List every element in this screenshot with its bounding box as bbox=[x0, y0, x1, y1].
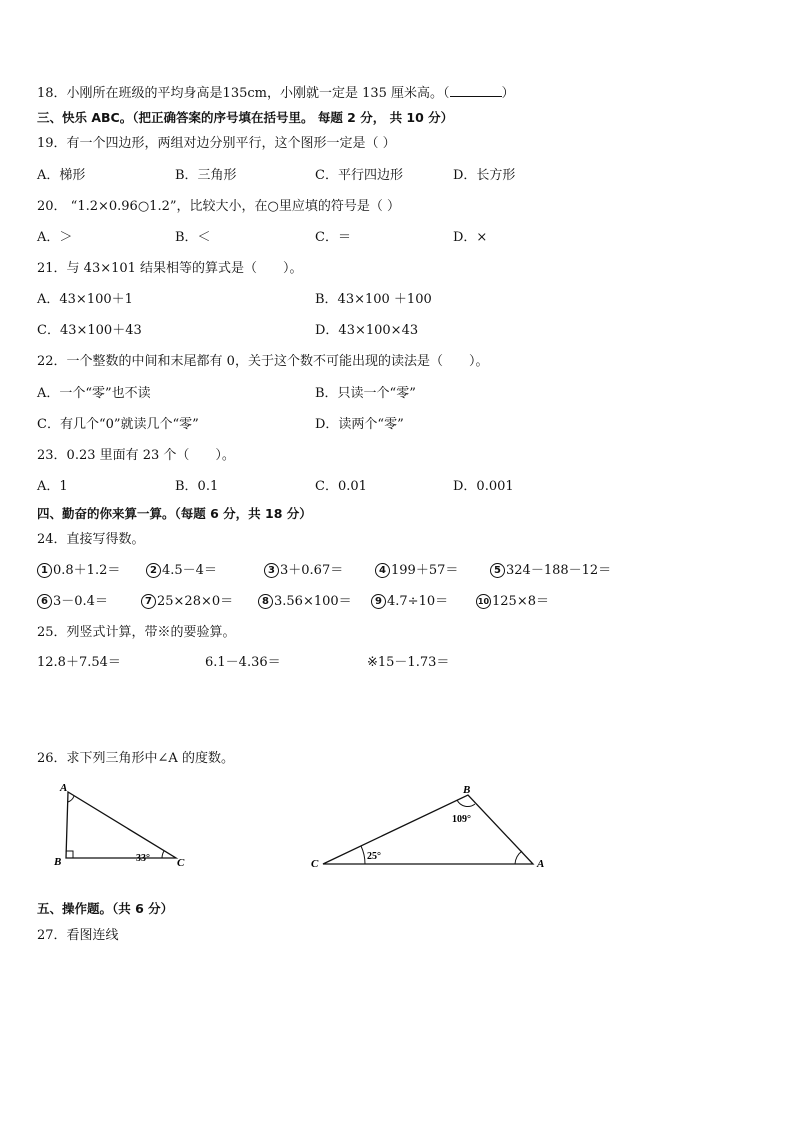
vertical-calc-item: 12.8＋7.54＝ bbox=[37, 655, 121, 670]
q19-option-c[interactable]: C．平行四边形 bbox=[315, 168, 403, 183]
answer-blank[interactable] bbox=[450, 84, 502, 97]
q23-option-b[interactable]: B．0.1 bbox=[175, 479, 219, 494]
q20-option-b[interactable]: B．＜ bbox=[175, 230, 211, 245]
question-18-end: ） bbox=[501, 86, 515, 101]
calc-item bbox=[141, 594, 233, 610]
vertex-label-b: B bbox=[54, 856, 62, 868]
calc-item bbox=[490, 563, 611, 579]
calc-item bbox=[264, 563, 343, 579]
number-circle-icon: 1 bbox=[37, 563, 52, 578]
calc-expression: 0.8＋1.2＝ bbox=[53, 563, 121, 578]
q20-option-a[interactable]: A．＞ bbox=[37, 230, 73, 245]
question-26-stem: 26．求下列三角形中∠A 的度数。 bbox=[37, 751, 234, 766]
vertical-calc-item: ※15－1.73＝ bbox=[367, 655, 450, 670]
calc-expression: 4.7÷10＝ bbox=[387, 594, 449, 609]
q23-option-c[interactable]: C．0.01 bbox=[315, 479, 367, 494]
question-19-stem: 19．有一个四边形，两组对边分别平行，这个图形一定是（ ） bbox=[37, 136, 396, 151]
vertex-label-a: A bbox=[537, 858, 545, 870]
question-25-stem: 25．列竖式计算，带※的要验算。 bbox=[37, 625, 236, 640]
number-circle-icon: 4 bbox=[375, 563, 390, 578]
calc-expression: 199＋57＝ bbox=[391, 563, 459, 578]
question-20-stem: 20． “1.2×0.96○1.2”，比较大小，在○里应填的符号是（ ） bbox=[37, 199, 400, 214]
question-22-stem: 22．一个整数的中间和末尾都有 0，关于这个数不可能出现的读法是（ ）。 bbox=[37, 354, 489, 369]
calc-expression: 3＋0.67＝ bbox=[280, 563, 344, 578]
section-5-title: 五、操作题。（共 6 分） bbox=[37, 901, 174, 916]
vertex-label-b: B bbox=[463, 784, 471, 796]
calc-item bbox=[146, 563, 217, 579]
angle-label-b: 109° bbox=[452, 814, 471, 825]
obtuse-triangle-figure bbox=[305, 780, 555, 875]
q21-option-a[interactable]: A．43×100＋1 bbox=[37, 292, 133, 307]
calc-expression: 3－0.4＝ bbox=[53, 594, 108, 609]
q19-option-d[interactable]: D．长方形 bbox=[453, 168, 516, 183]
q23-option-a[interactable]: A．1 bbox=[37, 479, 68, 494]
vertex-label-c: C bbox=[177, 857, 185, 869]
angle-label: 33° bbox=[136, 853, 150, 864]
number-circle-icon: 7 bbox=[141, 594, 156, 609]
number-circle-icon: 6 bbox=[37, 594, 52, 609]
number-circle-icon: 9 bbox=[371, 594, 386, 609]
number-circle-icon: 5 bbox=[490, 563, 505, 578]
calc-expression: 324－188－12＝ bbox=[506, 563, 612, 578]
q22-option-c[interactable]: C．有几个“0”就读几个“零” bbox=[37, 417, 199, 432]
q21-option-d[interactable]: D．43×100×43 bbox=[315, 323, 419, 338]
section-4-title: 四、勤奋的你来算一算。（每题 6 分，共 18 分） bbox=[37, 506, 312, 521]
q22-option-a[interactable]: A．一个“零”也不读 bbox=[37, 386, 151, 401]
calc-item bbox=[258, 594, 352, 610]
question-23-stem: 23．0.23 里面有 23 个（ ）。 bbox=[37, 448, 235, 463]
q23-option-d[interactable]: D．0.001 bbox=[453, 479, 514, 494]
calc-item bbox=[371, 594, 448, 610]
q22-option-b[interactable]: B．只读一个“零” bbox=[315, 386, 416, 401]
calc-expression: 4.5－4＝ bbox=[162, 563, 217, 578]
q20-option-d[interactable]: D．× bbox=[453, 230, 488, 245]
q19-option-a[interactable]: A．梯形 bbox=[37, 168, 86, 183]
number-circle-icon: 2 bbox=[146, 563, 161, 578]
right-triangle-figure bbox=[50, 780, 200, 875]
question-18 bbox=[37, 84, 515, 102]
calc-item bbox=[37, 563, 120, 579]
question-21-stem: 21．与 43×101 结果相等的算式是（ ）。 bbox=[37, 261, 303, 276]
question-27-stem: 27．看图连线 bbox=[37, 928, 119, 943]
q20-option-c[interactable]: C．＝ bbox=[315, 230, 351, 245]
calc-expression: 25×28×0＝ bbox=[157, 594, 234, 609]
q21-option-c[interactable]: C．43×100＋43 bbox=[37, 323, 142, 338]
angle-label-c: 25° bbox=[367, 851, 381, 862]
vertex-label-a: A bbox=[60, 782, 68, 794]
q22-option-d[interactable]: D．读两个“零” bbox=[315, 417, 404, 432]
calc-expression: 3.56×100＝ bbox=[274, 594, 352, 609]
section-3-title: 三、快乐 ABC。（把正确答案的序号填在括号里。 每题 2 分， 共 10 分） bbox=[37, 110, 454, 125]
q21-option-b[interactable]: B．43×100 ＋100 bbox=[315, 292, 432, 307]
question-18-text: 18．小刚所在班级的平均身高是135cm，小刚就一定是 135 厘米高。（ bbox=[37, 86, 450, 101]
calc-item bbox=[37, 594, 108, 610]
calc-item bbox=[375, 563, 458, 579]
number-circle-icon: 10 bbox=[476, 594, 491, 609]
question-24-stem: 24．直接写得数。 bbox=[37, 532, 145, 547]
vertical-calc-item: 6.1－4.36＝ bbox=[205, 655, 281, 670]
number-circle-icon: 3 bbox=[264, 563, 279, 578]
vertex-label-c: C bbox=[311, 858, 319, 870]
calc-expression: 125×8＝ bbox=[492, 594, 549, 609]
calc-item bbox=[476, 594, 549, 610]
number-circle-icon: 8 bbox=[258, 594, 273, 609]
q19-option-b[interactable]: B．三角形 bbox=[175, 168, 237, 183]
